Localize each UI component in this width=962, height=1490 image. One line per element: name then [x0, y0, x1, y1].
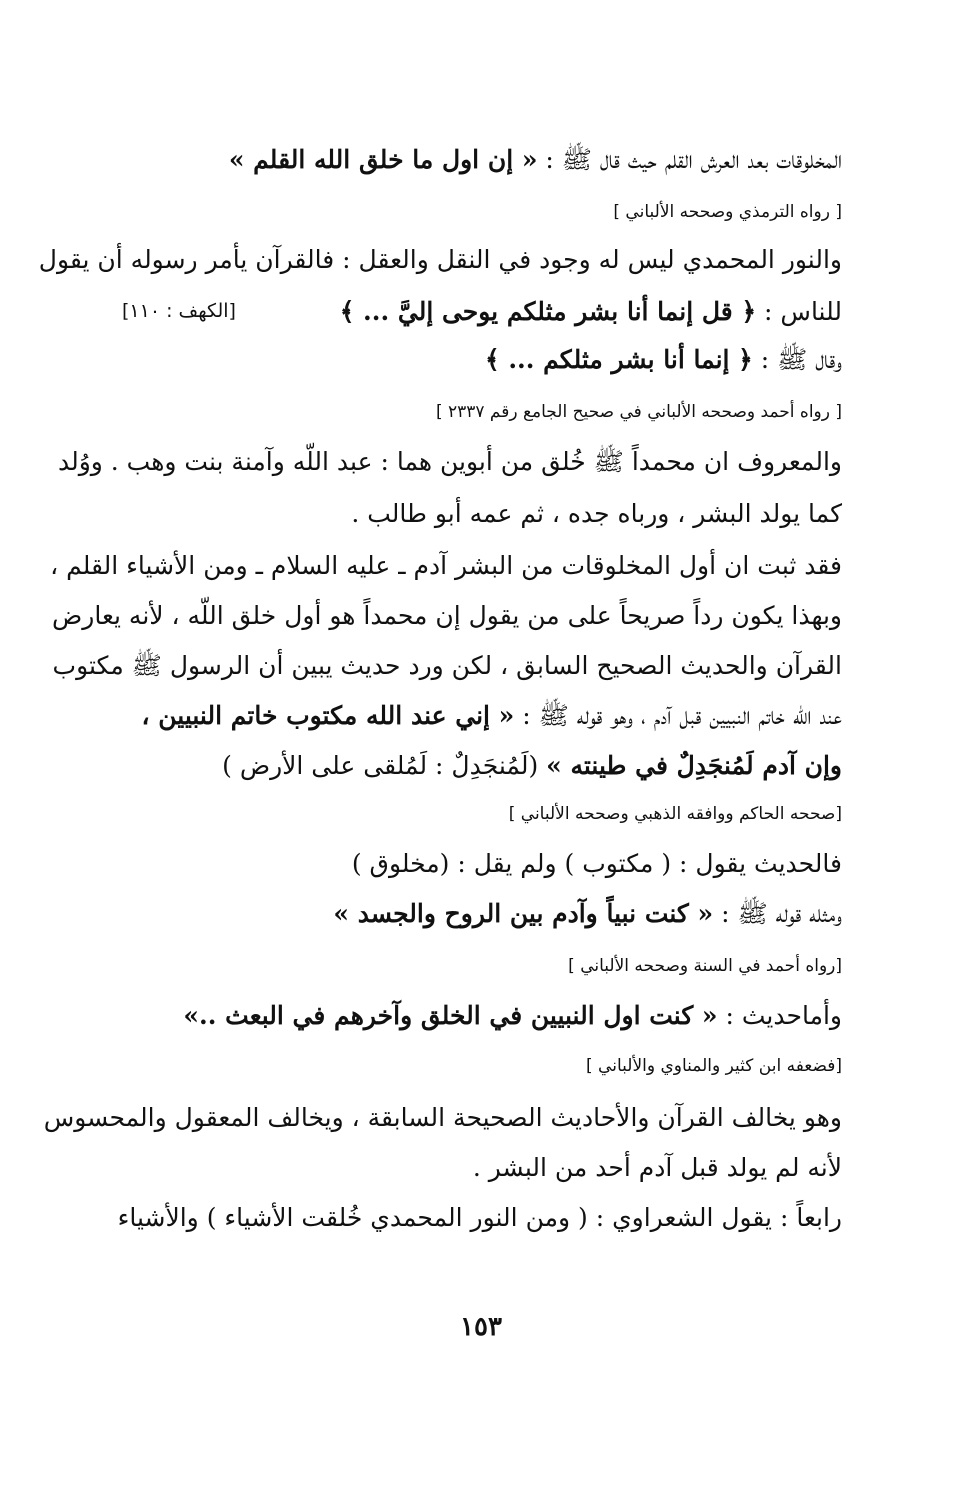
hadith-quote: « إني عند الله مكتوب خاتم النبيين ،: [141, 701, 515, 730]
text-line-9: القرآن والحديث الصحيح السابق ، لكن ورد حديث يبين أن الرسول ﷺ مكتوب: [52, 651, 842, 680]
text-segment: وقال ﷺ :: [752, 345, 842, 374]
text-segment: المخلوقات بعد العرش القلم حيث قال ﷺ :: [537, 145, 842, 174]
text-line-10: [120, 696, 842, 736]
text-line-1: [120, 140, 842, 180]
text-line-13: [120, 894, 842, 934]
text-segment: وأماحديث :: [717, 1001, 842, 1030]
text-segment: (لَمُنجَدِلٌ : لَمُلقى على الأرض ): [222, 751, 547, 780]
citation-3: [صححه الحاكم ووافقه الذهبي وصححه الألباني ]: [508, 804, 842, 824]
text-segment: عند اللّه خاتم النبيين قبل آدم ، وهو قوله ﷺ :: [514, 701, 842, 730]
hadith-quote: وإن آدم لَمُنجَدِلٌ في طينته »: [546, 751, 842, 780]
text-line-11: [120, 746, 842, 786]
citation-4: [رواه أحمد في السنة وصححه الألباني ]: [568, 956, 842, 976]
text-line-16: لأنه لم يولد قبل آدم أحد من البشر .: [472, 1153, 842, 1182]
text-line-14: [120, 996, 842, 1036]
text-line-6: كما يولد البشر ، ورباه جده ، ثم عمه أبو طالب .: [351, 499, 842, 528]
text-segment: للناس :: [756, 297, 842, 326]
text-segment: ومثله قوله ﷺ :: [713, 899, 842, 928]
text-line-15: وهو يخالف القرآن والأحاديث الصحيحة السابقة ، ويخالف المعقول والمحسوس: [43, 1103, 842, 1132]
hadith-quote: ﴿ إنما أنا بشر مثلكم ... ﴾: [485, 345, 753, 374]
citation-5: [فضعفه ابن كثير والمناوي والألباني ]: [586, 1056, 842, 1076]
text-line-2: والنور المحمدي ليس له وجود في النقل والعقل : فالقرآن يأمر رسوله أن يقول: [38, 245, 842, 274]
text-line-8: وبهذا يكون رداً صريحاً على من يقول إن محمداً هو أول خلق اللّه ، لأنه يعارض: [52, 601, 842, 630]
hadith-quote: « كنت اول النبيين في الخلق وآخرهم في البعث ..»: [183, 1001, 718, 1030]
hadith-quote: « كنت نبياً وآدم بين الروح والجسد »: [333, 899, 714, 928]
text-line-7: فقد ثبت ان أول المخلوقات من البشر آدم ـ عليه السلام ـ ومن الأشياء القلم ،: [50, 551, 842, 580]
citation-1: [ رواه الترمذي وصححه الألباني ]: [613, 202, 842, 222]
surah-reference: [الكهف : ١١٠]: [122, 300, 236, 322]
quran-quote: ﴿ قل إنما أنا بشر مثلكم يوحى إليَّ ... ﴾: [339, 297, 757, 326]
text-line-17: رابعاً : يقول الشعراوي : ( ومن النور المحمدي خُلقت الأشياء ) والأشياء: [117, 1203, 842, 1232]
text-line-5: والمعروف ان محمداً ﷺ خُلق من أبوين هما : عبد اللّه وآمنة بنت وهب . ووُلد: [57, 447, 842, 476]
citation-2: [ رواه أحمد وصححه الألباني في صحيح الجامع رقم ٢٣٣٧ ]: [435, 402, 842, 422]
text-line-4: [120, 340, 842, 380]
text-line-12: فالحديث يقول : ( مكتوب ) ولم يقل : (مخلوق ): [351, 849, 842, 878]
hadith-quote: « إن اول ما خلق الله القلم »: [228, 145, 538, 174]
page-number: ١٥٣: [460, 1312, 502, 1342]
